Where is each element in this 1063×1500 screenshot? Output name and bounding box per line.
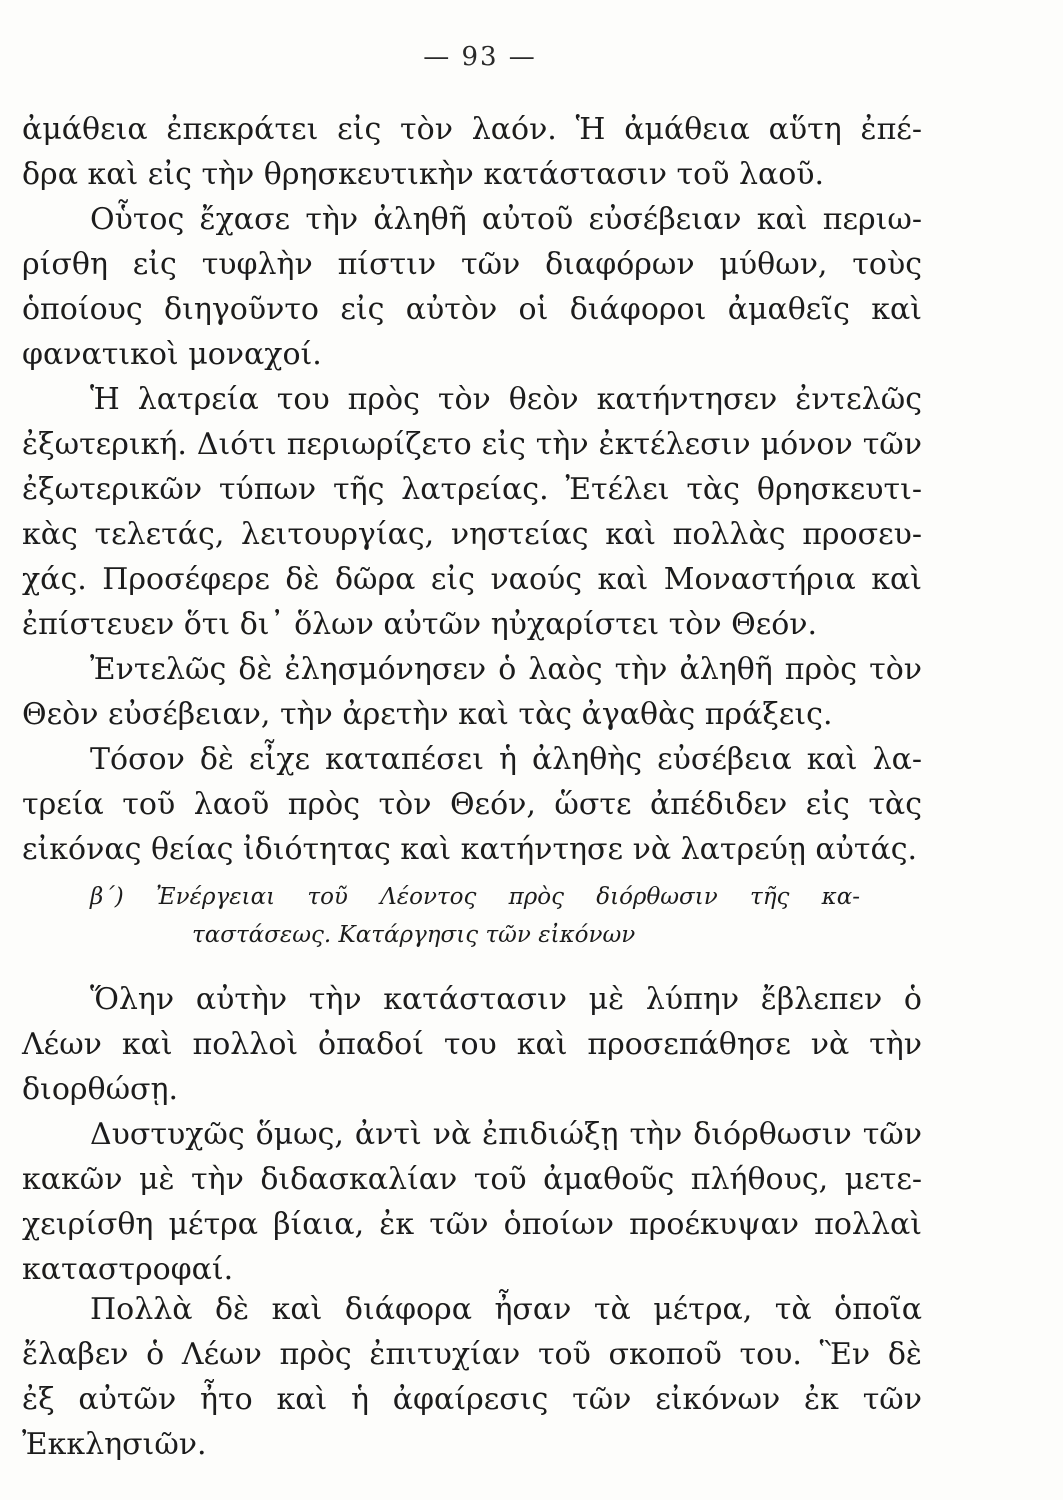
text-line: Ὅλην αὐτὴν τὴν κατάστασιν μὲ λύπην ἔβλεπεν ὁ [90, 982, 922, 1017]
section-heading-line: β΄) Ἐνέργειαι τοῦ Λέοντος πρὸς διόρθωσιν τῆς κα- [90, 884, 860, 910]
text-line: Ἐκκλησιῶν. [22, 1427, 207, 1462]
text-line: ἔλαβεν ὁ Λέων πρὸς ἐπιτυχίαν τοῦ σκοποῦ του. Ἓν δὲ [22, 1337, 922, 1372]
text-line: χειρίσθη μέτρα βίαια, ἐκ τῶν ὁποίων προέκυψαν πολλαὶ [22, 1207, 922, 1242]
text-line: καταστροφαί. [22, 1252, 234, 1287]
text-line: ἐξ αὐτῶν ἦτο καὶ ἡ ἀφαίρεσις τῶν εἰκόνων ἐκ τῶν [22, 1382, 922, 1417]
text-line: Δυστυχῶς ὅμως, ἀντὶ νὰ ἐπιδιώξῃ τὴν διόρθωσιν τῶν [90, 1117, 922, 1152]
text-line: τρεία τοῦ λαοῦ πρὸς τὸν Θεόν, ὥστε ἀπέδιδεν εἰς τὰς [22, 787, 922, 822]
text-line: ἐπίστευεν ὅτι δι᾿ ὅλων αὐτῶν ηὐχαρίστει τὸν Θεόν. [22, 607, 818, 642]
text-line: ἐξωτερικῶν τύπων τῆς λατρείας. Ἐτέλει τὰς θρησκευτι- [22, 472, 922, 507]
text-line: Τόσον δὲ εἶχε καταπέσει ἡ ἀληθὴς εὐσέβεια καὶ λα- [90, 742, 922, 777]
text-line: Πολλὰ δὲ καὶ διάφορα ἦσαν τὰ μέτρα, τὰ ὁποῖα [90, 1292, 922, 1327]
text-line: φανατικοὶ μοναχοί. [22, 337, 322, 372]
text-line: ρίσθη εἰς τυφλὴν πίστιν τῶν διαφόρων μύθων, τοὺς [22, 247, 922, 282]
page-number: — 93 — [423, 42, 537, 72]
text-line: διορθώσῃ. [22, 1072, 179, 1107]
text-line: χάς. Προσέφερε δὲ δῶρα εἰς ναούς καὶ Μοναστήρια καὶ [22, 562, 922, 597]
text-line: δρα καὶ εἰς τὴν θρησκευτικὴν κατάστασιν τοῦ λαοῦ. [22, 157, 825, 192]
text-line: Ἐντελῶς δὲ ἐλησμόνησεν ὁ λαὸς τὴν ἀληθῆ πρὸς τὸν [90, 652, 922, 687]
text-line: Λέων καὶ πολλοὶ ὀπαδοί του καὶ προσεπάθησε νὰ τὴν [22, 1027, 922, 1062]
text-line: ἀμάθεια ἐπεκράτει εἰς τὸν λαόν. Ἡ ἀμάθεια αὕτη ἐπέ- [22, 112, 922, 147]
text-line: Ἡ λατρεία του πρὸς τὸν θεὸν κατήντησεν ἐντελῶς [90, 382, 922, 417]
text-line: κὰς τελετάς, λειτουργίας, νηστείας καὶ πολλὰς προσευ- [22, 517, 922, 552]
text-line: Θεὸν εὐσέβειαν, τὴν ἀρετὴν καὶ τὰς ἀγαθὰς πράξεις. [22, 697, 833, 732]
text-line: εἰκόνας θείας ἰδιότητας καὶ κατήντησε νὰ λατρεύῃ αὐτάς. [22, 832, 918, 867]
section-heading-line: ταστάσεως. Κατάργησις τῶν εἰκόνων [192, 922, 636, 948]
text-line: Οὗτος ἔχασε τὴν ἀληθῆ αὐτοῦ εὐσέβειαν καὶ περιω- [90, 202, 922, 237]
text-line: ὁποίους διηγοῦντο εἰς αὐτὸν οἱ διάφοροι ἀμαθεῖς καὶ [22, 292, 922, 327]
text-line: κακῶν μὲ τὴν διδασκαλίαν τοῦ ἀμαθοῦς πλήθους, μετε- [22, 1162, 922, 1197]
text-line: ἐξωτερική. Διότι περιωρίζετο εἰς τὴν ἐκτέλεσιν μόνον τῶν [22, 427, 922, 462]
